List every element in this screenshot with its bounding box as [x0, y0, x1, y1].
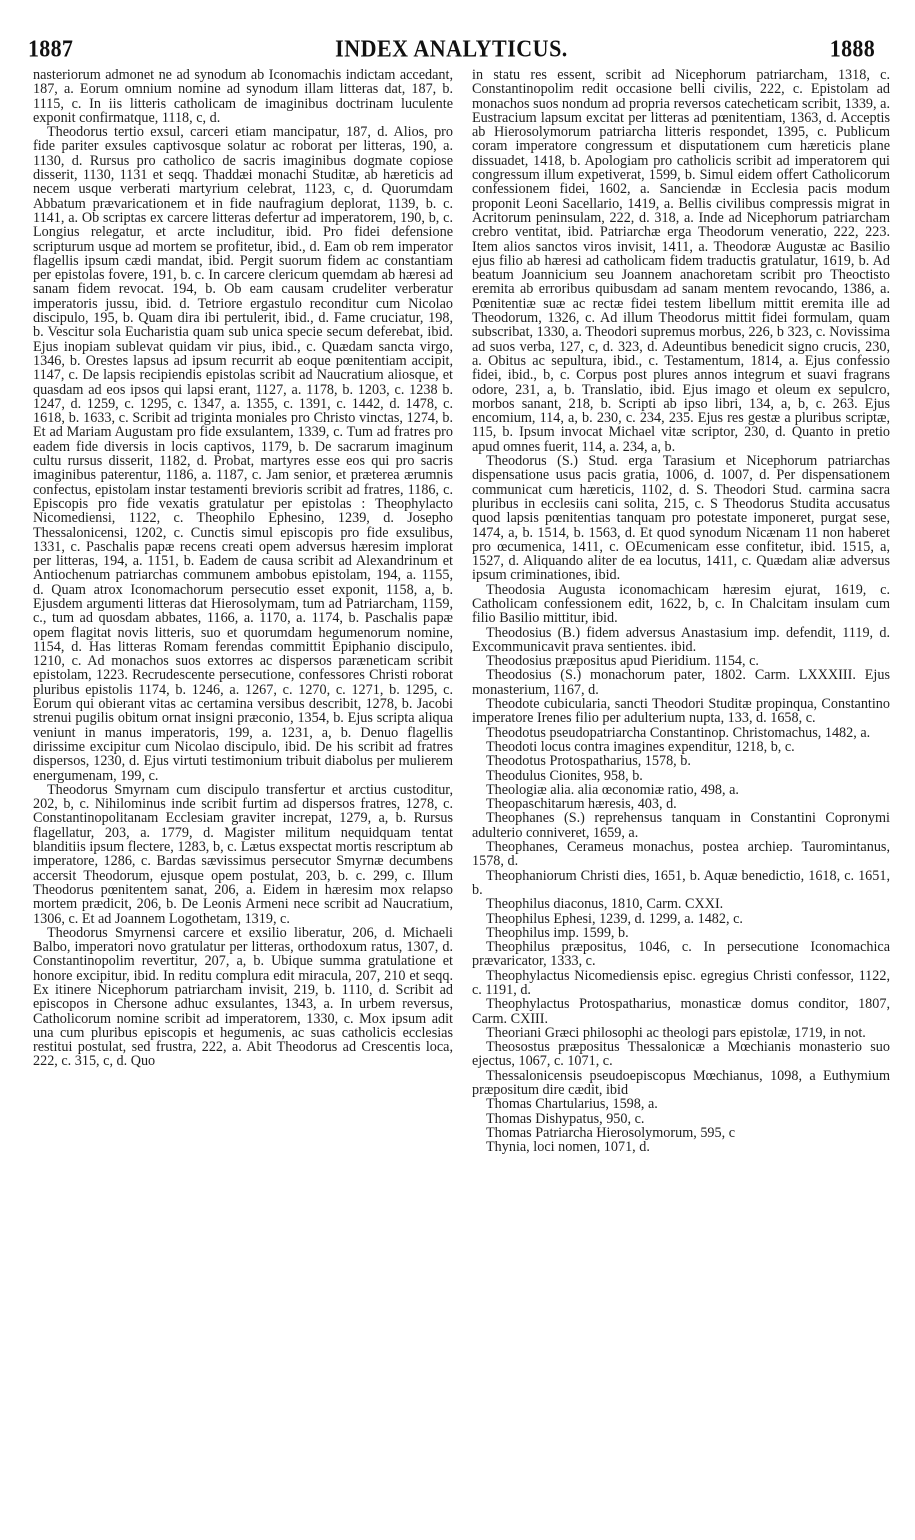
index-entry: Theophilus imp. 1599, b. — [486, 924, 629, 941]
left-column — [33, 68, 453, 1538]
index-entry: Theophaniorum Christi dies, 1651, b. Aquæ benedictio, 1618, c. 1651, b. — [472, 867, 890, 898]
index-entry: Theosostus præpositus Thessalonicæ a Mœchianis monasterio suo ejectus, 1067, c. 1071, c. — [472, 1039, 890, 1070]
right-page-number: 1888 — [829, 34, 875, 62]
index-entry: Theoriani Græci philosophi ac theologi pars epistolæ, 1719, in not. — [486, 1024, 866, 1041]
index-entry: Theodulus Cionites, 958, b. — [486, 767, 643, 784]
index-entry: nasteriorum admonet ne ad synodum ab Iconomachis indictam accedant, 187, a. Eorum omnium nomine ad synodum illam litteras dat, 187, b. 1115, c. In iis litteris catholicam de imaginibus doctrinam luculente exponit confirmatque, 1118, c, d. — [33, 68, 453, 126]
right-column — [472, 68, 890, 1538]
index-entry: Theophanes (S.) reprehensus tanquam in Constantini Copronymi adulterio conniveret, 1659, a. — [472, 810, 890, 841]
left-page-number: 1887 — [28, 34, 74, 62]
index-entry: Theophylactus Nicomediensis episc. egregius Christi confessor, 1122, c. 1191, d. — [472, 967, 890, 998]
index-entry: Theodosius (B.) fidem adversus Anastasium imp. defendit, 1119, d. Excommunicavit prava sentientes. ibid. — [472, 624, 890, 655]
index-entry: Theodorus (S.) Stud. erga Tarasium et Nicephorum patriarchas dispensatione usus pacis gratia, 1006, d. 1007, d. Per dispensationem communicat cum hæreticis, 1102, d. S. Theodori Stud. carmina sacra pluribus in ecclesiis cani solita, 215, c. S Theodorus Studita accusatus quod lapsis pœnitentias tanquam pro potestate imponeret, purgat sese, 1474, a, b. 1514, b. 1563, d. Et quod synodum Nicænam 11 non haberet pro œcumenica, 1411, c. OEcumenicam esse confitetur, ibid. 1515, a, 1527, d. Aliquando aliter de ea locutus, 1411, c. Quædam aliæ adversus ipsum criminationes, ibid. — [472, 453, 890, 584]
index-entry: Theodorus Smyrnam cum discipulo transfertur et arctius custoditur, 202, b, c. Nihilominus inde scribit furtim ad dispersos fratres, 1278, c. Constantinopolitanam Ecclesiam graviter increpat, 1279, a, b. Rursus flagellatur, 203, a. 1779, d. Magister militum nequidquam tentat blanditiis ipsum flectere, 1283, b, c. Lætus exspectat mortis rescriptum ab imperatore, 1286, c. Bardas sævissimus persecutor Smyrnæ decumbens accersit Theodorum, ejusque opem postulat, 203, b. c. 299, c. Illum Theodorus pœnitentem sanat, 206, a. Eidem in hæresim mox relapso mortem prædicit, 206, b. De Leonis Armeni nece scribit ad Naucratium, 1306, c. Et ad Joannem Logothetam, 1319, c. — [33, 781, 453, 927]
index-entry: Theophilus Ephesi, 1239, d. 1299, a. 1482, c. — [486, 910, 743, 927]
index-entry: Theodorus tertio exsul, carceri etiam mancipatur, 187, d. Alios, pro fide pariter exsules captivosque solatur ac roborat per litteras, 190, a. 1130, d. Rursus pro catholico de sacris imaginibus dogmate copiose disserit, 1130, 1131 et seqq. Thaddæi monachi Studitæ, ab hæreticis ad necem usque verberati martyrium celebrat, 1123, c, d. Quorumdam Abbatum prævaricationem et in fide naufragium deplorat, 1139, b. c. 1141, a. Ob scriptas ex carcere litteras defertur ad imperatorem, 190, b, c. Longius relegatur, et arcte includitur, ibid. Pro fidei defensione scripturum usque ad mortem se profitetur, ibid., d. Eam ob rem imperator flagellis ipsum cædi mandat, ibid. Pergit suorum fidem ac constantiam per epistolas fovere, 191, b. c. In carcere clericum quemdam ab hæresi ad sanam fidem revocat. 194, b. Ob eam causam crudeliter verberatur imperatoris jussu, ibid. d. Tetriore ergastulo reconditur cum Nicolao discipulo, 195, b. Quam dira ibi pertulerit, ibid., d. Fame cruciatur, 198, b. Vescitur sola Eucharistia quam sub unica specie secum deferebat, ibid. Ejus inopiam sublevat quidam vir pius, ibid., c. Quædam sancta virgo, 1346, b. Orestes lapsus ad ipsum recurrit ab eoque pœnitentiam accipit, 1147, c. De lapsis recipiendis epistolas scribit ad Naucratium aliosque, et quasdam ad eos ipsos qui lapsi erant, 1127, a. 1178, b. 1203, c. 1238 b. 1247, d. 1259, c. 1295, c. 1347, a. 1355, c. 1391, c. 1442, d. 1478, c. 1618, b. 1633, c. Scribit ad triginta moniales pro Christo vinctas, 1274, b. Et ad Mariam Augustam pro fide exsulantem, 1339, c. Tum ad fratres pro eadem fide diversis in locis captivos, 1179, b. De sacrarum imaginum cultu rursus disserit, 1182, d. Probat, martyres esse eos qui pro sacris imaginibus paterentur, 1186, a. 1187, c. Jam senior, et præterea ærumnis confectus, epistolam instar testamenti brevioris scribit ad fratres, 1186, c. Episcopis pro fide vexatis gratulatur per epistolas : Theophylacto Nicomediensi, 1122, c. Theophilo Ephesino, 1239, d. Josepho Thessalonicensi, 1202, c. Cunctis simul episcopis pro fide exsulibus, 1331, c. Paschalis papæ recens creati opem adversus hæresim implorat per litteras, 194, a. 1151, b. Eadem de causa scribit ad Alexandrinum et Antiochenum patriarchas communem ambobus epistolam, 194, a. 1155, d. Quam atrox Iconomachorum persecutio esset exponit, 1158, a, b. Ejusdem argumenti litteras dat Hierosolymam, tum ad Patriarcham, 1159, c., tum ad quosdam abbates, 1166, a. 1170, a. 1174, b. Paschalis papæ opem flagitat novis litteris, suo et quorumdam hegumenorum nomine, 1154, d. Has litteras Romam ferendas committit Epiphanio discipulo, 1210, c. Ad monachos suos extorres ac dispersos paræneticam scribit epistolam, 1223. Recrudescente persecutione, confessores Christi roborat pluribus epistolis 1174, b. 1246, a. 1267, c. 1270, c. 1271, b. 1295, c. Eorum qui obierant vitas ac certamina versibus describit, 1278, b. Jacobi strenui pugilis obitum ornat insigni præconio, 1354, b. Ejus scripta aliqua veniunt in manus imperatoris, 199, a. 1231, a, b. Denuo flagellis dirissime excipitur cum Nicolao discipulo, ibid. De his scribit ad fratres dispersos, 1230, d. Ejus virtuti testimonium tribuit diabolus per mulierem energumenam, 199, c. — [33, 124, 453, 784]
index-entry: Thomas Dishypatus, 950, c. — [486, 1110, 645, 1127]
index-entry: Theologiæ alia. alia œconomiæ ratio, 498, a. — [486, 781, 739, 798]
index-entry: Theodosia Augusta iconomachicam hæresim ejurat, 1619, c. Catholicam confessionem edit, 1622, b, c. In Chalcitam insulam cum filio Basilio mittitur, ibid. — [472, 581, 890, 627]
index-entry: Theophylactus Protospatharius, monasticæ domus conditor, 1807, Carm. CXIII. — [472, 996, 890, 1027]
index-entry: Theopaschitarum hæresis, 403, d. — [486, 796, 677, 813]
page-title: INDEX ANALYTICUS. — [335, 34, 568, 62]
index-entry: Theodosius (S.) monachorum pater, 1802. Carm. LXXXIII. Ejus monasterium, 1167, d. — [472, 667, 890, 698]
index-entry: Theodosius præpositus apud Pieridium. 1154, c. — [486, 653, 759, 670]
running-header — [28, 34, 875, 64]
index-entry: Thessalonicensis pseudoepiscopus Mœchianus, 1098, a Euthymium præpositum dire cædit, ibid — [472, 1067, 890, 1099]
index-entry: Theodorus Smyrnensi carcere et exsilio liberatur, 206, d. Michaeli Balbo, imperatori novo gratulatur per litteras, orthodoxum ratus, 1307, d. Constantinopolim revertitur, 207, a, b. Ubique summa gratulatione et honore excipitur, ibid. In reditu complura edit miracula, 207, 210 et seqq. Ex itinere Nicephorum patriarcham invisit, 219, b. 1110, d. Scribit ad episcopos in Chersone adhuc exsulantes, 1343, a. In urbem reversus, Catholicorum nomine scribit ad imperatorem, 1330, c. Mox ipsum adit una cum pluribus episcopis et hegumenis, ac suas catholicis ecclesias restitui postulat, sed frustra, 222, a. Abit Theodorus ad Crescentis loca, 222, c. 315, c, d. Quo — [33, 924, 453, 1070]
index-entry: Thomas Chartularius, 1598, a. — [486, 1096, 658, 1113]
index-entry: in statu res essent, scribit ad Nicephorum patriarcham, 1318, c. Constantinopolim redit occasione belli civilis, 222, c. Epistolam ad monachos suos nondum ad propria reversos catecheticam scribit, 1339, a. Eustracium lapsum excitat per litteras ad pœnitentiam, 1363, d. Acceptis ab Hierosolymorum patriarcha litteris respondet, 1395, c. Publicum coram imperatore congressum et disputationem cum hæreticis plane dissuadet, 1418, b. Apologiam pro catholicis scribit ad imperatorem qui congressum illum expetiverat, 1599, b. Simul eidem offert Catholicorum confessionem fidei, 1602, a. Sanciendæ in Ecclesia pacis modum proponit Leoni Sacellario, 1419, a. Bellis civilibus compressis migrat in Acritorum peninsulam, 222, d. 318, a. Inde ad Nicephorum patriarcham crebro ventitat, ibid. Patriarchæ erga Theodorum veneratio, 222, 223. Item alios sanctos viros invisit, 1411, a. Theodoræ Augustæ ac Basilio ejus filio ab hæresi ad catholicam fidem traductis gratulatur, 1619, b. Ad beatum Joannicium seu Joannem anachoretam scribit pro Theoctisto eremita ab erroribus quibusdam ad sanam mentem revocando, 1386, a. Pœnitentiæ suæ ac rectæ fidei testem libellum mittit eremita ille ad Theodorum, 1326, c. Ad illum Theodorus mittit fidei formulam, quam subscribat, 1330, a. Theodori supremus morbus, 226, b 323, c. Novissima ad suos verba, 127, c, d. 323, d. Adeuntibus benedicit signo crucis, 230, a. Obitus ac sepultura, ibid., c. Testamentum, 1814, a. Ejus confessio fidei, ibid., b, c. Corpus post plures annos integrum et suavi fragrans odore, 231, a, b. Translatio, ibid. Ejus imago et oleum ex sepulcro, morbos sanant, 218, b. Scripti ab ipso libri, 134, a, b, c. 263. Ejus encomium, 114, a, b. 230, c. 234, 235. Ejus res gestæ a pluribus scriptæ, 115, b. Ipsum invocat Michael vitæ scriptor, 230, d. Quanto in pretio apud omnes fuerit, 114, a. 234, a, b. — [472, 68, 890, 455]
index-entry: Theodotus pseudopatriarcha Constantinop. Christomachus, 1482, a. — [486, 724, 871, 741]
index-entry: Theodoti locus contra imagines expenditur, 1218, b, c. — [486, 738, 795, 755]
index-entry: Theophilus præpositus, 1046, c. In persecutione Iconomachica prævaricator, 1333, c. — [472, 939, 890, 970]
index-entry: Theodote cubicularia, sancti Theodori Studitæ propinqua, Constantino imperatore Irenes filio per adulterium nupta, 133, d. 1658, c. — [472, 696, 890, 727]
index-entry: Thynia, loci nomen, 1071, d. — [486, 1139, 650, 1156]
index-entry: Thomas Patriarcha Hierosolymorum, 595, c — [486, 1124, 736, 1141]
index-entry: Theophilus diaconus, 1810, Carm. CXXI. — [486, 896, 724, 913]
index-entry: Theophanes, Cerameus monachus, postea archiep. Tauromintanus, 1578, d. — [472, 839, 890, 870]
index-entry: Theodotus Protospatharius, 1578, b. — [486, 753, 691, 770]
